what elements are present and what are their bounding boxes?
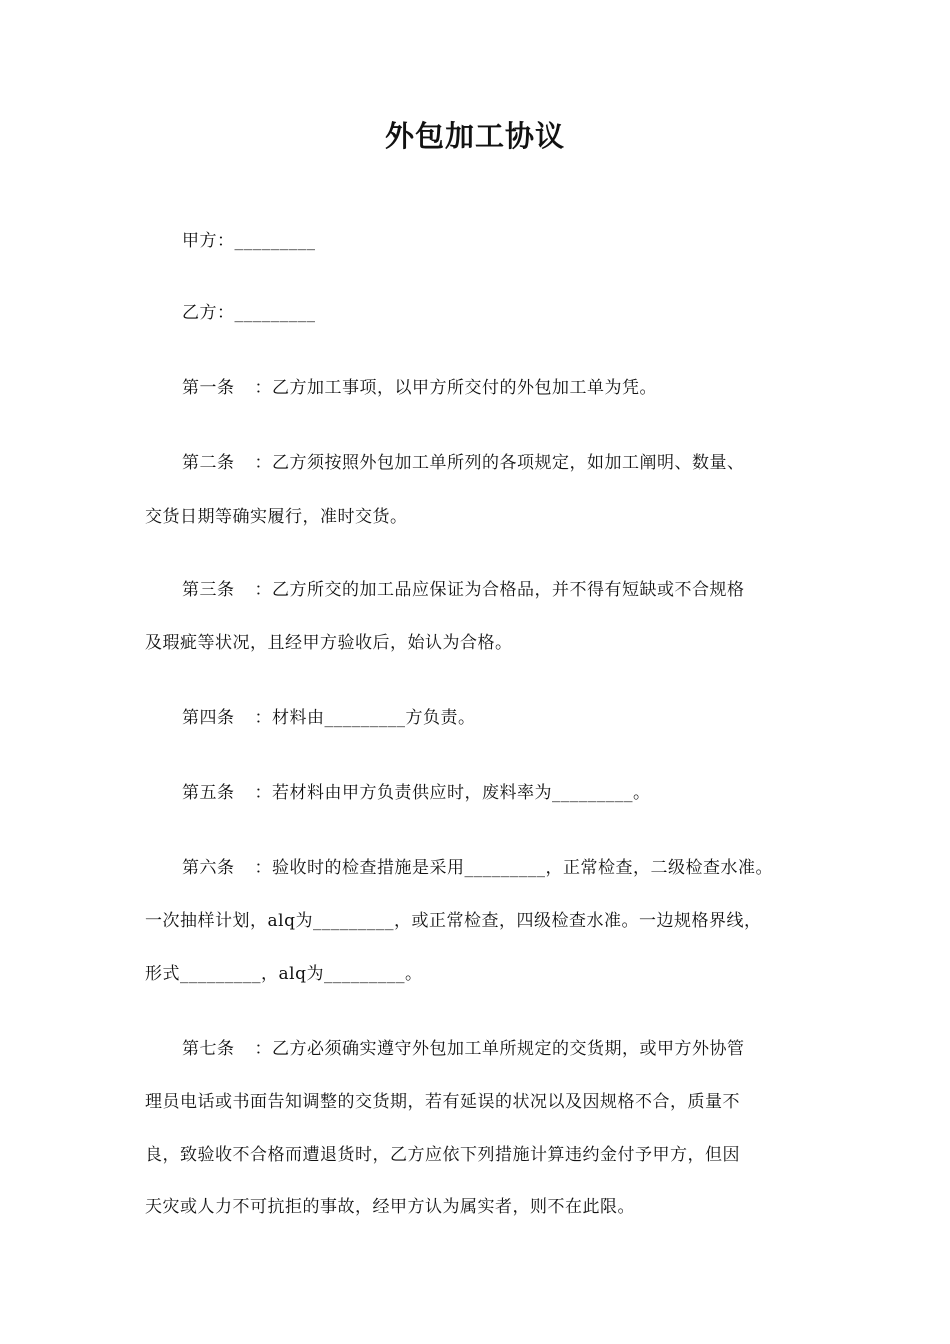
- article-1: [182, 375, 657, 401]
- article-3-text-line-2: 及瑕疵等状况，且经甲方验收后，始认为合格。: [145, 633, 513, 653]
- article-7-text-line-4: 天灾或人力不可抗拒的事故，经甲方认为属实者，则不在此限。: [145, 1197, 635, 1217]
- article-6-text-line-3: 形式_________，alq为_________。: [145, 964, 423, 984]
- article-7: [182, 1036, 745, 1062]
- article-3-label: 第三条: [182, 580, 235, 600]
- party-a-line: 甲方：_________: [182, 231, 316, 251]
- party-b-line: 乙方：_________: [182, 303, 316, 323]
- article-4-label: 第四条: [182, 708, 235, 728]
- article-2-text-line-2: 交货日期等确实履行，准时交货。: [145, 507, 408, 527]
- article-7-text-line-3: 良，致验收不合格而遭退货时，乙方应依下列措施计算违约金付予甲方，但因: [145, 1145, 740, 1165]
- article-3: [182, 577, 745, 603]
- article-5: [182, 780, 651, 806]
- document-title: 外包加工协议: [384, 119, 565, 153]
- article-6-label: 第六条: [182, 858, 235, 878]
- article-2-text-line-1: ：乙方须按照外包加工单所列的各项规定，如加工阐明、数量、: [254, 453, 745, 473]
- article-5-label: 第五条: [182, 783, 235, 803]
- article-7-label: 第七条: [182, 1039, 235, 1059]
- article-5-text-line-1: ：若材料由甲方负责供应时，废料率为_________。: [254, 783, 651, 803]
- article-4: [182, 705, 476, 731]
- article-2-label: 第二条: [182, 453, 235, 473]
- article-4-text-line-1: ：材料由_________方负责。: [254, 708, 476, 728]
- article-1-text-line-1: ：乙方加工事项，以甲方所交付的外包加工单为凭。: [254, 378, 657, 398]
- article-3-text-line-1: ：乙方所交的加工品应保证为合格品，并不得有短缺或不合规格: [254, 580, 745, 600]
- article-7-text-line-2: 理员电话或书面告知调整的交货期，若有延误的状况以及因规格不合，质量不: [145, 1092, 740, 1112]
- article-6-text-line-1: ：验收时的检查措施是采用_________，正常检查，二级检查水准。: [254, 858, 773, 878]
- article-7-text-line-1: ：乙方必须确实遵守外包加工单所规定的交货期，或甲方外协管: [254, 1039, 745, 1059]
- article-6-text-line-2: 一次抽样计划，alq为_________，或正常检查，四级检查水准。一边规格界线，: [145, 911, 762, 931]
- article-1-label: 第一条: [182, 378, 235, 398]
- article-2: [182, 450, 745, 476]
- article-6: [182, 855, 773, 881]
